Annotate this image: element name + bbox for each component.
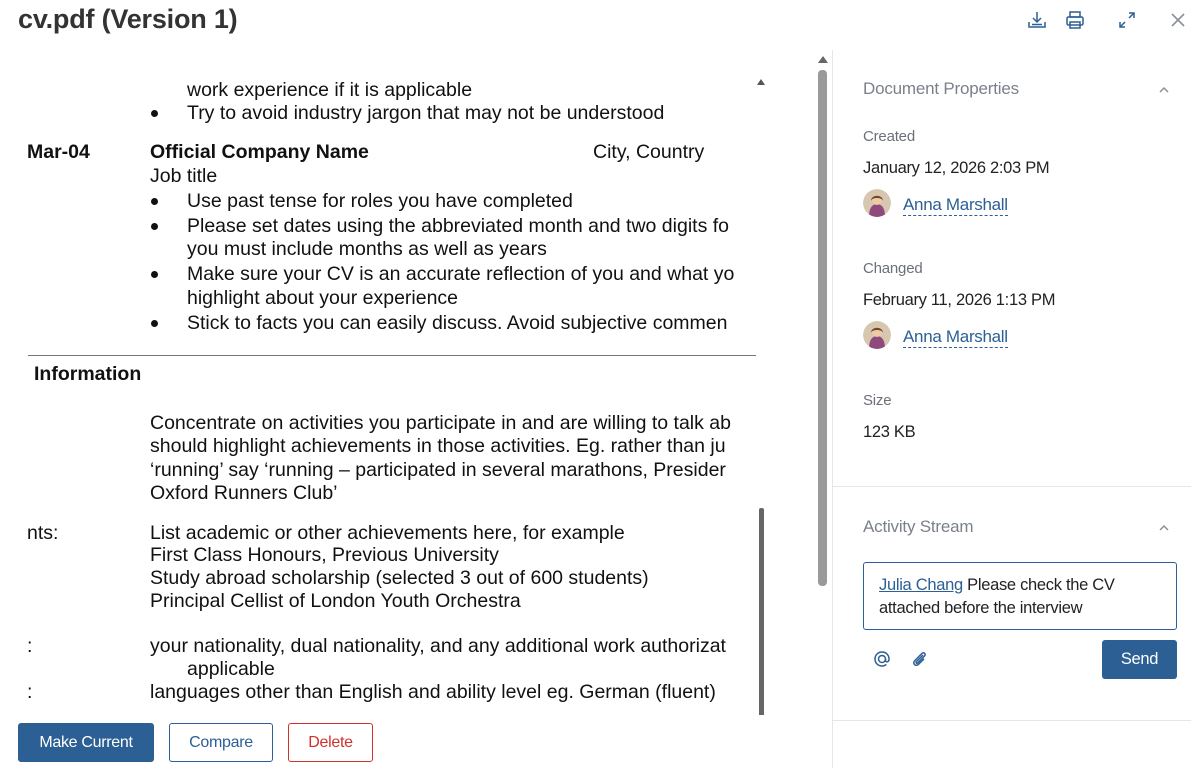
doc-heading: Information xyxy=(34,363,142,385)
viewer-scrollbar[interactable] xyxy=(816,50,830,715)
doc-text: Please set dates using the abbreviated month and two digits fo xyxy=(187,215,730,237)
bullet xyxy=(151,223,158,230)
doc-text: Study abroad scholarship (selected 3 out of 600 students) xyxy=(150,567,649,589)
changed-by-user-link[interactable]: Anna Marshall xyxy=(903,327,1008,346)
doc-text: City, Country xyxy=(593,141,705,163)
doc-text: Use past tense for roles you have completed xyxy=(187,190,573,212)
scroll-up-arrow[interactable] xyxy=(818,56,828,63)
delete-button[interactable]: Delete xyxy=(288,723,373,762)
doc-text: Concentrate on activities you participate in and are willing to talk ab xyxy=(150,412,731,434)
doc-text: Try to avoid industry jargon that may not be understood xyxy=(187,102,665,124)
close-icon[interactable] xyxy=(1166,8,1190,32)
compare-button[interactable]: Compare xyxy=(169,723,273,762)
doc-text: ‘running’ say ‘running – participated in several marathons, Presider xyxy=(150,459,726,481)
doc-divider xyxy=(28,355,756,356)
mention-link[interactable]: Julia Chang xyxy=(879,576,963,594)
activity-stream-title: Activity Stream xyxy=(863,517,974,536)
properties-panel xyxy=(833,50,1191,768)
size-value: 123 KB xyxy=(863,423,916,441)
comment-text: Please check the CV attached before the interview xyxy=(879,576,1115,617)
doc-text: Official Company Name xyxy=(150,141,369,163)
send-button[interactable]: Send xyxy=(1102,640,1177,679)
comment-input[interactable] xyxy=(863,562,1177,630)
doc-text: work experience if it is applicable xyxy=(187,79,473,101)
doc-text: your nationality, dual nationality, and any additional work authorizat xyxy=(150,635,726,657)
doc-text: First Class Honours, Previous University xyxy=(150,544,499,566)
doc-text: Principal Cellist of London Youth Orchestra xyxy=(150,590,521,612)
download-icon[interactable] xyxy=(1025,8,1049,32)
expand-icon[interactable] xyxy=(1115,8,1139,32)
doc-text: nts: xyxy=(27,522,59,544)
document-properties-title: Document Properties xyxy=(863,79,1019,98)
doc-text: Oxford Runners Club’ xyxy=(150,482,338,504)
bullet xyxy=(151,271,158,278)
doc-text: : xyxy=(27,635,33,657)
doc-text: Make sure your CV is an accurate reflection of you and what yo xyxy=(187,263,735,285)
doc-text: highlight about your experience xyxy=(187,287,459,309)
chevron-up-icon[interactable] xyxy=(1157,521,1171,535)
mention-icon[interactable] xyxy=(871,648,893,670)
size-label: Size xyxy=(863,392,892,409)
page-title: cv.pdf (Version 1) xyxy=(18,4,238,34)
viewer-scrollbar-thumb[interactable] xyxy=(818,70,827,586)
doc-text: Mar-04 xyxy=(27,141,90,163)
doc-text: List academic or other achievements here, for example xyxy=(150,522,625,544)
doc-text: applicable xyxy=(187,658,275,680)
created-label: Created xyxy=(863,128,915,145)
page-scrollbar-thumb[interactable] xyxy=(759,508,764,715)
document-viewer[interactable] xyxy=(0,50,816,715)
make-current-button[interactable]: Make Current xyxy=(18,723,154,762)
paperclip-icon[interactable] xyxy=(908,648,930,670)
created-by-user-link[interactable]: Anna Marshall xyxy=(903,195,1008,214)
doc-text: : xyxy=(27,681,33,703)
print-icon[interactable] xyxy=(1063,8,1087,32)
doc-text: languages other than English and ability level eg. German (fluent) xyxy=(150,681,716,703)
avatar xyxy=(863,189,891,217)
page-scroll-up-arrow[interactable] xyxy=(757,79,765,85)
chevron-up-icon[interactable] xyxy=(1157,83,1171,97)
bullet xyxy=(151,110,158,117)
section-divider xyxy=(833,486,1191,487)
document-page xyxy=(0,50,756,715)
avatar xyxy=(863,321,891,349)
section-divider xyxy=(833,720,1191,721)
bullet xyxy=(151,198,158,205)
changed-label: Changed xyxy=(863,260,923,277)
bullet xyxy=(151,320,158,327)
doc-text: Job title xyxy=(150,165,218,187)
changed-value: February 11, 2026 1:13 PM xyxy=(863,291,1056,309)
doc-text: Stick to facts you can easily discuss. Avoid subjective commen xyxy=(187,312,728,334)
doc-text: should highlight achievements in those activities. Eg. rather than ju xyxy=(150,435,726,457)
doc-text: you must include months as well as years xyxy=(187,238,547,260)
created-value: January 12, 2026 2:03 PM xyxy=(863,159,1050,177)
